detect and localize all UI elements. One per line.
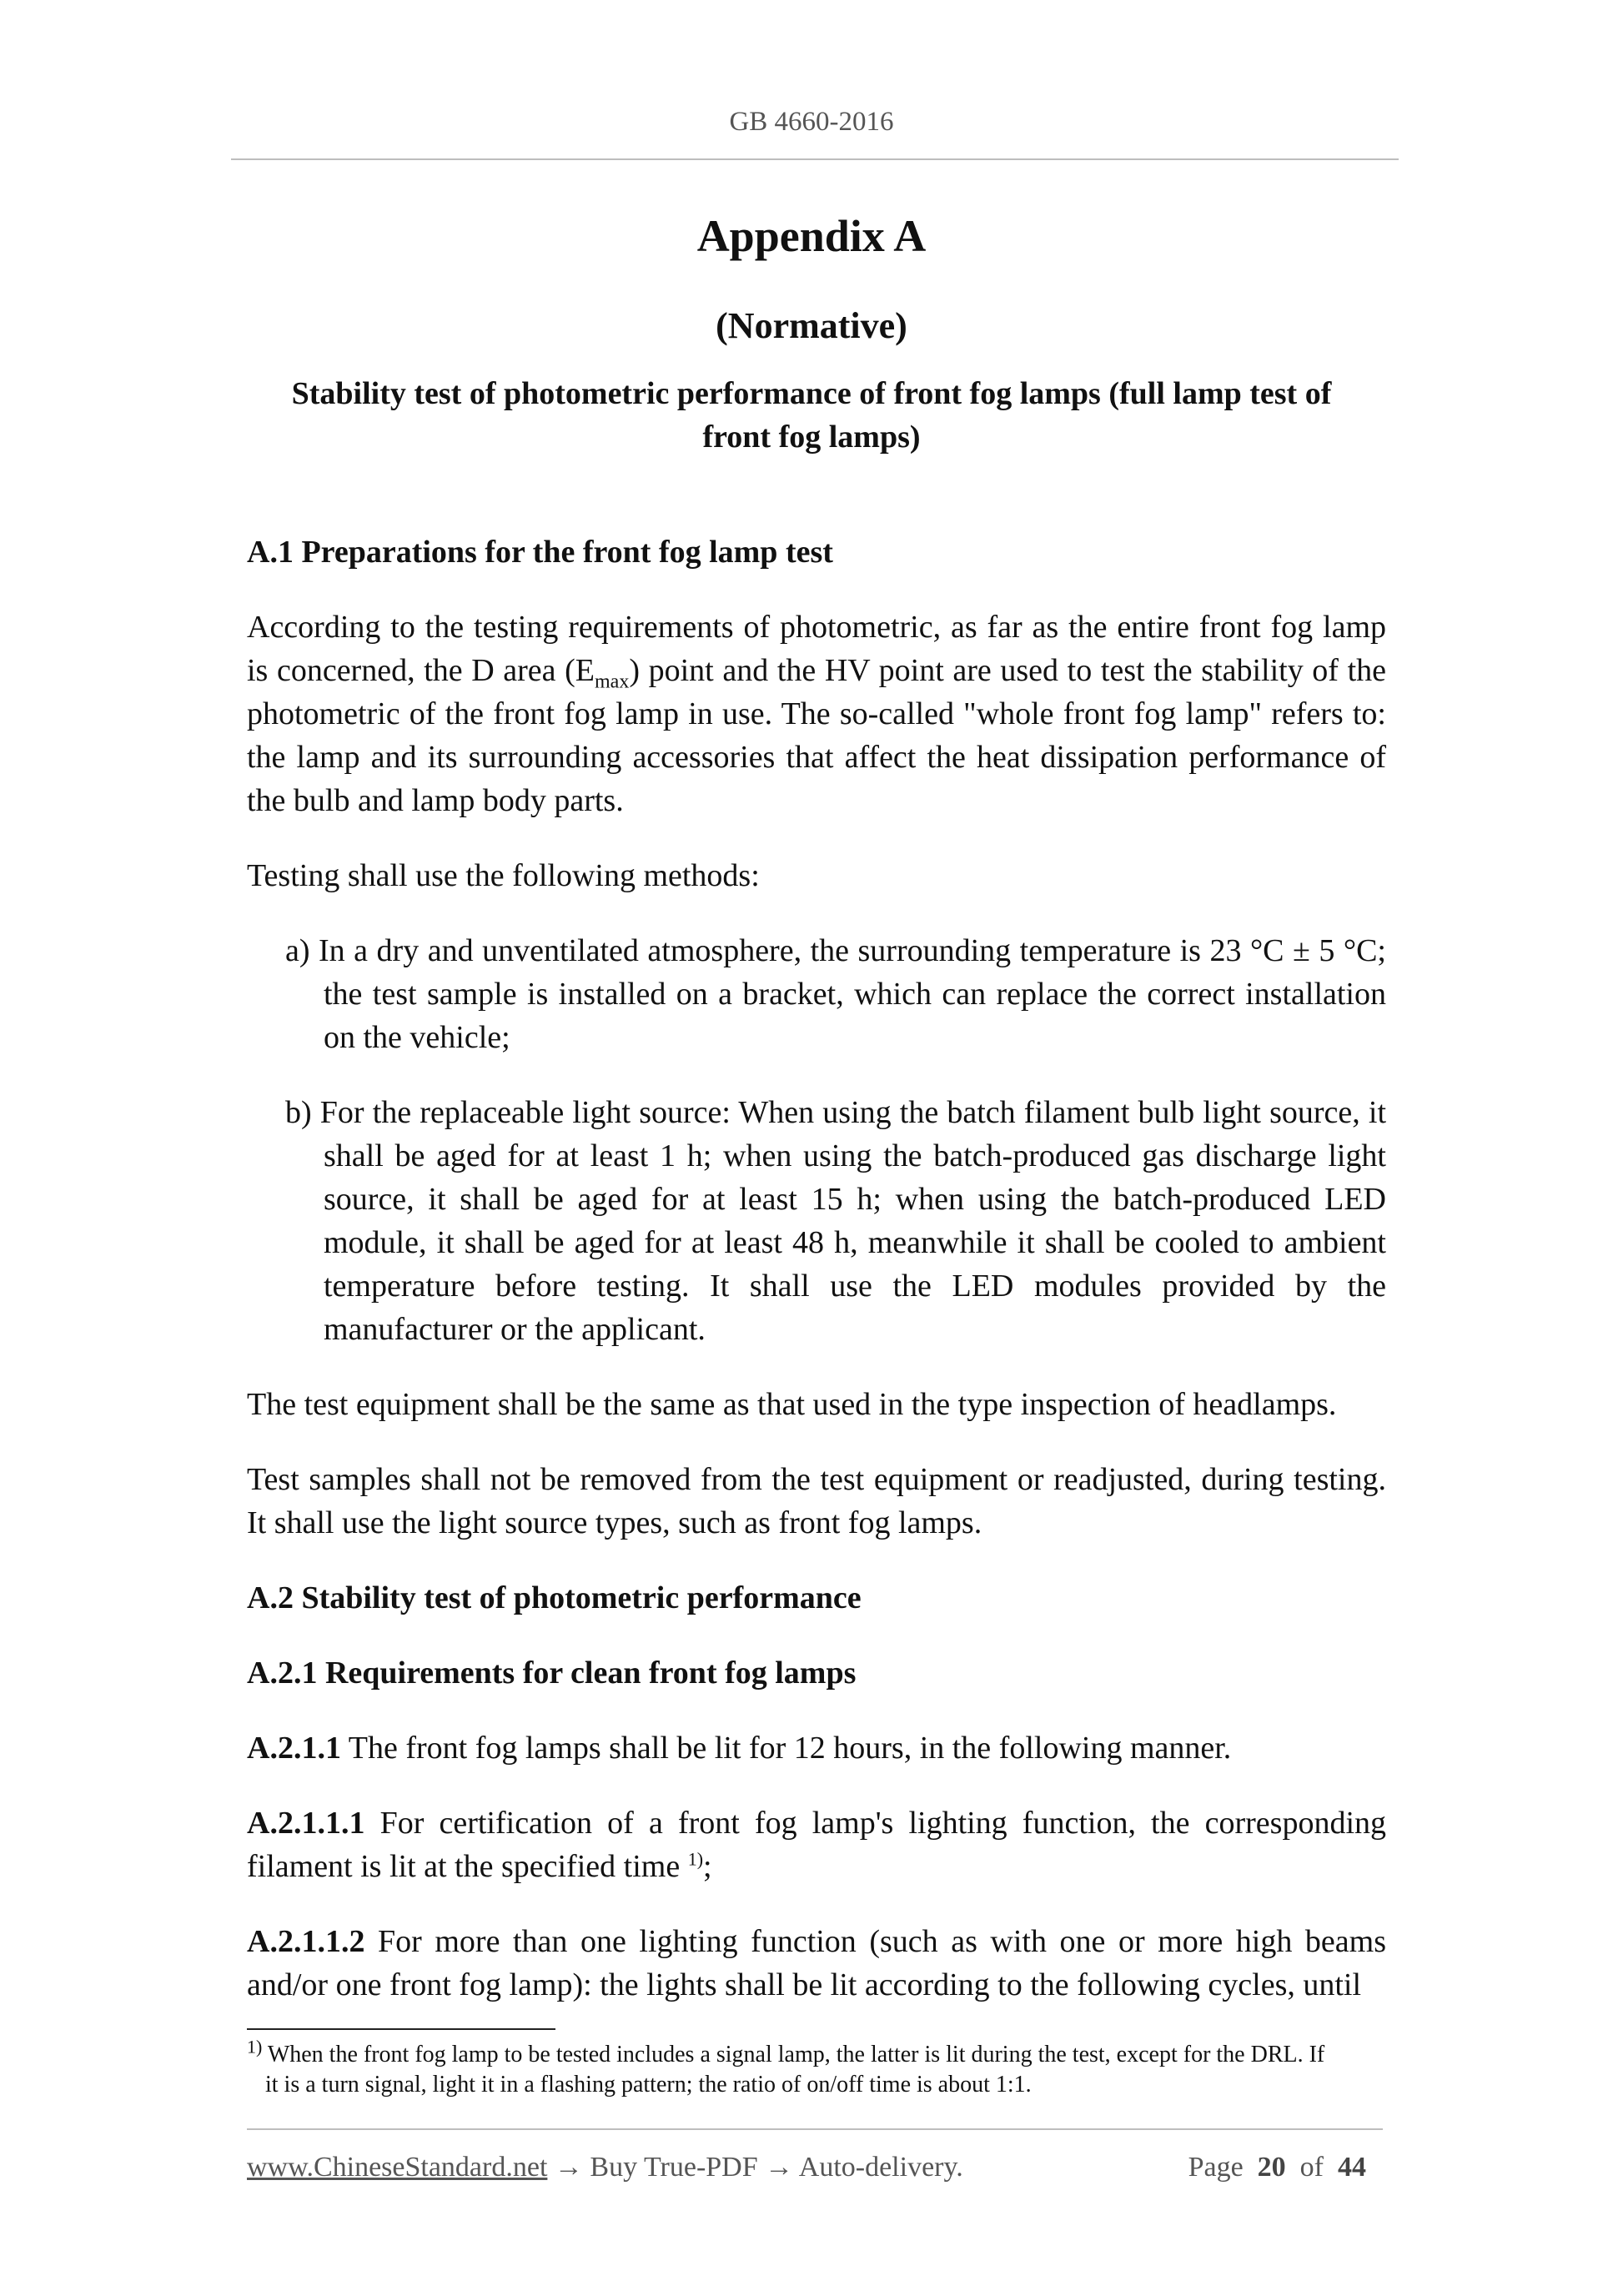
clause-a211-number: A.2.1.1 xyxy=(247,1731,341,1766)
page-number xyxy=(1188,2152,1366,2183)
page-header: GB 4660-2016 xyxy=(729,107,894,137)
section-a1-paragraph-2: Testing shall use the following methods: xyxy=(247,858,760,893)
list-item-a: a) In a dry and unventilated atmosphere, the surrounding temperature is 23 °C ± 5 °C; the test sample is installed on a bracket, which can replace the correct installation on the vehicle; xyxy=(285,933,1386,1055)
footer-promo-text: → Buy True-PDF → Auto-delivery. xyxy=(547,2152,963,2183)
normative-label: (Normative) xyxy=(716,305,907,346)
a1-p1-text-before: According to the testing requirements of photometric, as far as the entire front fog lamp is concerned, the D area (E xyxy=(247,610,1386,688)
total-pages: 44 xyxy=(1338,2152,1366,2183)
footnote-divider xyxy=(247,2028,555,2030)
emax-subscript: max xyxy=(595,671,630,693)
footnote-line-2: it is a turn signal, light it in a flashing pattern; the ratio of on/off time is about 1:1. xyxy=(265,2072,1032,2098)
section-a21-heading: A.2.1 Requirements for clean front fog lamps xyxy=(247,1655,857,1691)
clause-a2111-text: For certification of a front fog lamp's lighting function, the corresponding filament is lit at the specified time xyxy=(247,1806,1386,1884)
footer-promo xyxy=(247,2152,963,2183)
current-page: 20 xyxy=(1257,2152,1286,2183)
section-a1-heading: A.1 Preparations for the front fog lamp test xyxy=(247,535,833,570)
of-label: of xyxy=(1299,2152,1324,2183)
clause-a2112-number: A.2.1.1.2 xyxy=(247,1924,365,1959)
clause-a211 xyxy=(247,1726,1386,1770)
clause-a2111-number: A.2.1.1.1 xyxy=(247,1806,365,1841)
clause-a2111 xyxy=(247,1801,1386,1888)
header-divider xyxy=(231,158,1399,160)
section-a1-paragraph-1 xyxy=(247,605,1386,822)
section-a2-heading: A.2 Stability test of photometric performance xyxy=(247,1580,862,1615)
section-a1-paragraph-4: Test samples shall not be removed from the test equipment or readjusted, during testing. It shall use the light source types, such as front fog lamps. xyxy=(247,1462,1386,1540)
footnote xyxy=(247,2036,1386,2100)
subtitle-line-1: Stability test of photometric performance of front fog lamps (full lamp test of xyxy=(291,376,1332,411)
clause-a2112-text: For more than one lighting function (such as with one or more high beams and/or one front fog lamp): the lights shall be lit according to the following cycles, until xyxy=(247,1924,1386,2002)
clause-a2111-end: ; xyxy=(703,1849,712,1884)
footnote-marker: 1) xyxy=(247,2036,263,2057)
page-label: Page xyxy=(1188,2152,1244,2183)
clause-a211-text: The front fog lamps shall be lit for 12 hours, in the following manner. xyxy=(340,1731,1232,1766)
appendix-subtitle xyxy=(267,372,1356,459)
body-content xyxy=(247,530,1386,2007)
appendix-title: Appendix A xyxy=(696,211,927,261)
website-link[interactable]: www.ChineseStandard.net xyxy=(247,2152,548,2183)
section-a1-paragraph-3: The test equipment shall be the same as that used in the type inspection of headlamps. xyxy=(247,1387,1337,1422)
subtitle-line-2: front fog lamps) xyxy=(702,420,921,455)
footnote-text-1: When the front fog lamp to be tested includes a signal lamp, the latter is lit during the test, except for the DRL. If xyxy=(262,2042,1325,2067)
footer-divider xyxy=(247,2128,1383,2130)
list-item-b: b) For the replaceable light source: When using the batch filament bulb light source, it shall be aged for at least 1 h; when using the batch-produced gas discharge light source, it shall be aged for at least 15 h; when using the batch-produced LED module, it shall be aged for at least 48 h, meanwhile it shall be cooled to ambient temperature before testing. It shall use the LED modules provided by the manufacturer or the applicant. xyxy=(285,1095,1386,1347)
a1-p1-text-after: ) point and the HV point are used to test the stability of the photometric of the front fog lamp in use. The so-called "whole front fog lamp" refers to: the lamp and its surrounding accessories that affect the heat dissipation performance of the bulb and lamp body parts. xyxy=(247,653,1386,818)
clause-a2112 xyxy=(247,1920,1386,2007)
footnote-line-1 xyxy=(247,2036,1386,2070)
footnote-reference[interactable]: 1) xyxy=(687,1848,704,1870)
